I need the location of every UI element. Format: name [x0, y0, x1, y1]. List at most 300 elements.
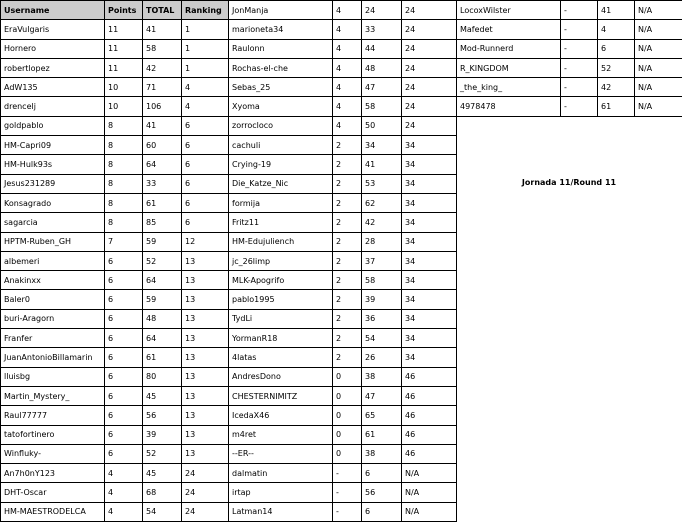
points-cell: 2 [333, 174, 362, 193]
points-cell: - [561, 1, 598, 20]
points-cell: 6 [105, 425, 143, 444]
total-cell: 48 [143, 309, 182, 328]
username-cell: Winfluky- [1, 444, 105, 463]
total-cell: 39 [362, 290, 402, 309]
points-cell: 6 [105, 290, 143, 309]
ranking-cell: 1 [182, 39, 229, 58]
username-cell: zorrocloco [229, 116, 333, 135]
total-cell: 53 [362, 174, 402, 193]
total-cell: 4 [598, 20, 635, 39]
username-cell: sagarcia [1, 213, 105, 232]
points-cell: 8 [105, 193, 143, 212]
ranking-cell: N/A [402, 502, 457, 521]
points-cell: - [561, 58, 598, 77]
total-cell: 65 [362, 406, 402, 425]
total-cell: 61 [143, 193, 182, 212]
header-ranking: Ranking [182, 1, 229, 20]
username-cell: Anakinxx [1, 271, 105, 290]
table-row [229, 155, 457, 174]
table-row [1, 406, 229, 425]
username-cell: dalmatin [229, 464, 333, 483]
ranking-cell: 13 [182, 309, 229, 328]
total-cell: 52 [143, 251, 182, 270]
total-cell: 58 [362, 271, 402, 290]
ranking-cell: 6 [182, 213, 229, 232]
table-row [229, 39, 457, 58]
total-cell: 54 [143, 502, 182, 521]
points-cell: 6 [105, 386, 143, 405]
ranking-cell: 34 [402, 232, 457, 251]
points-cell: 8 [105, 213, 143, 232]
table-row [1, 116, 229, 135]
table-row [1, 348, 229, 367]
username-cell: Baler0 [1, 290, 105, 309]
header-total: TOTAL [143, 1, 182, 20]
username-cell: formija [229, 193, 333, 212]
points-cell: 8 [105, 155, 143, 174]
table-row [229, 97, 457, 116]
ranking-cell: 34 [402, 174, 457, 193]
table-row [1, 290, 229, 309]
username-cell: TydLi [229, 309, 333, 328]
username-cell: _the_king_ [457, 78, 561, 97]
ranking-cell: 46 [402, 386, 457, 405]
points-cell: 6 [105, 444, 143, 463]
points-cell: 2 [333, 232, 362, 251]
ranking-cell: 13 [182, 386, 229, 405]
username-cell: JuanAntonioBillamarin [1, 348, 105, 367]
username-cell: CHESTERNIMITZ [229, 386, 333, 405]
ranking-cell: 46 [402, 367, 457, 386]
total-cell: 61 [362, 425, 402, 444]
table-row [1, 444, 229, 463]
ranking-cell: 4 [182, 97, 229, 116]
total-cell: 34 [362, 136, 402, 155]
ranking-cell: 1 [182, 20, 229, 39]
points-cell: 6 [105, 406, 143, 425]
table-row [229, 425, 457, 444]
ranking-cell: N/A [635, 39, 682, 58]
username-cell: R_KINGDOM [457, 58, 561, 77]
total-cell: 6 [362, 502, 402, 521]
header-row [1, 1, 229, 20]
ranking-cell: 24 [182, 464, 229, 483]
ranking-cell: 46 [402, 444, 457, 463]
ranking-cell: 13 [182, 329, 229, 348]
username-cell: JonManja [229, 1, 333, 20]
ranking-cell: 34 [402, 136, 457, 155]
ranking-cell: 6 [182, 136, 229, 155]
points-cell: 2 [333, 155, 362, 174]
total-cell: 37 [362, 251, 402, 270]
table-row [229, 78, 457, 97]
points-cell: 6 [105, 348, 143, 367]
ranking-cell: 34 [402, 309, 457, 328]
ranking-cell: 6 [182, 174, 229, 193]
points-cell: 2 [333, 329, 362, 348]
ranking-cell: 13 [182, 406, 229, 425]
total-cell: 33 [362, 20, 402, 39]
username-cell: goldpablo [1, 116, 105, 135]
points-cell: 2 [333, 290, 362, 309]
username-cell: AdW135 [1, 78, 105, 97]
ranking-cell: 34 [402, 155, 457, 174]
total-cell: 59 [143, 290, 182, 309]
table-row [229, 193, 457, 212]
username-cell: Mod-Runnerd [457, 39, 561, 58]
points-cell: 4 [333, 39, 362, 58]
ranking-cell: N/A [635, 20, 682, 39]
table-row [457, 58, 682, 77]
username-cell: albemeri [1, 251, 105, 270]
total-cell: 58 [143, 39, 182, 58]
total-cell: 41 [143, 116, 182, 135]
total-cell: 41 [362, 155, 402, 174]
points-cell: 10 [105, 97, 143, 116]
total-cell: 85 [143, 213, 182, 232]
ranking-cell: 46 [402, 406, 457, 425]
table-row [229, 483, 457, 502]
points-cell: - [561, 20, 598, 39]
total-cell: 42 [362, 213, 402, 232]
table-row [457, 78, 682, 97]
ranking-cell: 6 [182, 116, 229, 135]
table-row [1, 425, 229, 444]
table-row [229, 232, 457, 251]
total-cell: 64 [143, 155, 182, 174]
table-row [229, 309, 457, 328]
total-cell: 6 [598, 39, 635, 58]
table-row [229, 444, 457, 463]
username-cell: jc_26limp [229, 251, 333, 270]
ranking-cell: 12 [182, 232, 229, 251]
total-cell: 62 [362, 193, 402, 212]
points-cell: 7 [105, 232, 143, 251]
username-cell: LocoxWilster [457, 1, 561, 20]
username-cell: Mafedet [457, 20, 561, 39]
total-cell: 58 [362, 97, 402, 116]
ranking-cell: 24 [402, 39, 457, 58]
ranking-cell: 24 [402, 97, 457, 116]
points-cell: 2 [333, 309, 362, 328]
standings-table-column-3 [456, 0, 682, 117]
table-row [229, 271, 457, 290]
username-cell: HM-Capri09 [1, 136, 105, 155]
username-cell: Konsagrado [1, 193, 105, 212]
ranking-cell: 1 [182, 58, 229, 77]
table-row [1, 251, 229, 270]
points-cell: 6 [105, 367, 143, 386]
username-cell: DHT-Oscar [1, 483, 105, 502]
username-cell: drencelj [1, 97, 105, 116]
table-row [1, 464, 229, 483]
points-cell: 4 [333, 78, 362, 97]
total-cell: 44 [362, 39, 402, 58]
table-row [1, 155, 229, 174]
points-cell: 8 [105, 174, 143, 193]
table-row [229, 251, 457, 270]
ranking-cell: N/A [402, 483, 457, 502]
total-cell: 33 [143, 174, 182, 193]
total-cell: 52 [143, 444, 182, 463]
total-cell: 41 [143, 20, 182, 39]
total-cell: 80 [143, 367, 182, 386]
username-cell: AndresDono [229, 367, 333, 386]
ranking-cell: N/A [402, 464, 457, 483]
points-cell: 6 [105, 329, 143, 348]
username-cell: pablo1995 [229, 290, 333, 309]
username-cell: lluisbg [1, 367, 105, 386]
table-row [457, 39, 682, 58]
username-cell: tatofortinero [1, 425, 105, 444]
standings-table-column-2 [228, 0, 457, 522]
table-row [229, 20, 457, 39]
points-cell: 6 [105, 271, 143, 290]
ranking-cell: 24 [402, 58, 457, 77]
total-cell: 47 [362, 78, 402, 97]
table-row [1, 58, 229, 77]
ranking-cell: 13 [182, 290, 229, 309]
username-cell: HPTM-Ruben_GH [1, 232, 105, 251]
username-cell: Crying-19 [229, 155, 333, 174]
ranking-cell: 13 [182, 271, 229, 290]
username-cell: Die_Katze_Nic [229, 174, 333, 193]
total-cell: 54 [362, 329, 402, 348]
table-row [1, 136, 229, 155]
table-row [1, 309, 229, 328]
username-cell: Fritz11 [229, 213, 333, 232]
points-cell: 10 [105, 78, 143, 97]
ranking-cell: 34 [402, 193, 457, 212]
username-cell: MLK-Apogrifo [229, 271, 333, 290]
total-cell: 56 [362, 483, 402, 502]
ranking-cell: 24 [402, 78, 457, 97]
ranking-cell: 24 [402, 116, 457, 135]
table-row [229, 116, 457, 135]
table-row [229, 367, 457, 386]
points-cell: 2 [333, 213, 362, 232]
ranking-cell: 13 [182, 444, 229, 463]
table-row [1, 483, 229, 502]
table-row [1, 271, 229, 290]
points-cell: 4 [333, 58, 362, 77]
points-cell: 6 [105, 309, 143, 328]
total-cell: 52 [598, 58, 635, 77]
ranking-cell: 34 [402, 348, 457, 367]
points-cell: 0 [333, 386, 362, 405]
table-row [1, 502, 229, 521]
table-row [1, 174, 229, 193]
table-row [1, 78, 229, 97]
points-cell: 2 [333, 271, 362, 290]
total-cell: 36 [362, 309, 402, 328]
username-cell: Latman14 [229, 502, 333, 521]
points-cell: 11 [105, 58, 143, 77]
total-cell: 24 [362, 1, 402, 20]
total-cell: 41 [598, 1, 635, 20]
username-cell: Jesus231289 [1, 174, 105, 193]
points-cell: 2 [333, 193, 362, 212]
username-cell: cachuli [229, 136, 333, 155]
points-cell: 8 [105, 136, 143, 155]
username-cell: m4ret [229, 425, 333, 444]
points-cell: 8 [105, 116, 143, 135]
table-row [229, 58, 457, 77]
table-row [229, 174, 457, 193]
username-cell: Franfer [1, 329, 105, 348]
points-cell: - [333, 464, 362, 483]
ranking-cell: 24 [182, 483, 229, 502]
username-cell: Xyoma [229, 97, 333, 116]
points-cell: 2 [333, 136, 362, 155]
total-cell: 28 [362, 232, 402, 251]
table-row [229, 502, 457, 521]
username-cell: IcedaX46 [229, 406, 333, 425]
ranking-cell: 34 [402, 290, 457, 309]
username-cell: EraVulgaris [1, 20, 105, 39]
ranking-cell: 6 [182, 193, 229, 212]
table-row [229, 329, 457, 348]
ranking-cell: 4 [182, 78, 229, 97]
ranking-cell: 34 [402, 329, 457, 348]
username-cell: marioneta34 [229, 20, 333, 39]
table-row [457, 1, 682, 20]
total-cell: 64 [143, 271, 182, 290]
total-cell: 71 [143, 78, 182, 97]
table-row [229, 213, 457, 232]
username-cell: 4978478 [457, 97, 561, 116]
total-cell: 68 [143, 483, 182, 502]
table-row [1, 193, 229, 212]
username-cell: Hornero [1, 39, 105, 58]
ranking-cell: N/A [635, 97, 682, 116]
ranking-cell: 6 [182, 155, 229, 174]
table-row [1, 367, 229, 386]
ranking-cell: N/A [635, 78, 682, 97]
points-cell: 6 [105, 251, 143, 270]
ranking-cell: 46 [402, 425, 457, 444]
total-cell: 48 [362, 58, 402, 77]
ranking-cell: 34 [402, 251, 457, 270]
header-points: Points [105, 1, 143, 20]
username-cell: Sebas_25 [229, 78, 333, 97]
ranking-cell: N/A [635, 58, 682, 77]
total-cell: 45 [143, 464, 182, 483]
points-cell: 4 [333, 20, 362, 39]
total-cell: 106 [143, 97, 182, 116]
table-row [229, 406, 457, 425]
points-cell: - [333, 483, 362, 502]
ranking-cell: 13 [182, 251, 229, 270]
table-row [1, 39, 229, 58]
points-cell: - [561, 97, 598, 116]
username-cell: --ER-- [229, 444, 333, 463]
ranking-cell: 13 [182, 348, 229, 367]
table-row [1, 386, 229, 405]
total-cell: 38 [362, 367, 402, 386]
ranking-cell: 34 [402, 271, 457, 290]
standings-table-column-1 [0, 0, 229, 522]
username-cell: HM-MAESTRODELCA [1, 502, 105, 521]
points-cell: 4 [105, 464, 143, 483]
total-cell: 60 [143, 136, 182, 155]
table-row [1, 97, 229, 116]
ranking-cell: N/A [635, 1, 682, 20]
username-cell: An7h0nY123 [1, 464, 105, 483]
total-cell: 61 [143, 348, 182, 367]
total-cell: 59 [143, 232, 182, 251]
points-cell: 4 [105, 483, 143, 502]
total-cell: 61 [598, 97, 635, 116]
points-cell: 0 [333, 444, 362, 463]
points-cell: 4 [333, 97, 362, 116]
total-cell: 56 [143, 406, 182, 425]
table-row [457, 97, 682, 116]
username-cell: Raulonn [229, 39, 333, 58]
table-row [229, 1, 457, 20]
table-row [229, 290, 457, 309]
username-cell: 4latas [229, 348, 333, 367]
points-cell: 2 [333, 348, 362, 367]
total-cell: 45 [143, 386, 182, 405]
table-row [1, 329, 229, 348]
total-cell: 50 [362, 116, 402, 135]
table-row [229, 386, 457, 405]
points-cell: 0 [333, 425, 362, 444]
username-cell: HM-Hulk93s [1, 155, 105, 174]
points-cell: - [333, 502, 362, 521]
ranking-cell: 13 [182, 367, 229, 386]
points-cell: 4 [333, 1, 362, 20]
table-row [1, 213, 229, 232]
ranking-cell: 24 [182, 502, 229, 521]
table-row [1, 232, 229, 251]
total-cell: 38 [362, 444, 402, 463]
total-cell: 39 [143, 425, 182, 444]
username-cell: Raul77777 [1, 406, 105, 425]
ranking-cell: 34 [402, 213, 457, 232]
ranking-cell: 24 [402, 20, 457, 39]
points-cell: 4 [333, 116, 362, 135]
points-cell: - [561, 78, 598, 97]
table-row [1, 20, 229, 39]
table-row [229, 348, 457, 367]
round-label: Jornada 11/Round 11 [521, 178, 617, 187]
table-row [457, 20, 682, 39]
username-cell: YormanR18 [229, 329, 333, 348]
header-username: Username [1, 1, 105, 20]
points-cell: 0 [333, 367, 362, 386]
points-cell: - [561, 39, 598, 58]
points-cell: 11 [105, 39, 143, 58]
table-row [229, 464, 457, 483]
ranking-cell: 13 [182, 425, 229, 444]
username-cell: buri-Aragorn [1, 309, 105, 328]
username-cell: Martin_Mystery_ [1, 386, 105, 405]
total-cell: 64 [143, 329, 182, 348]
points-cell: 2 [333, 251, 362, 270]
points-cell: 4 [105, 502, 143, 521]
username-cell: irtap [229, 483, 333, 502]
total-cell: 47 [362, 386, 402, 405]
username-cell: Rochas-el-che [229, 58, 333, 77]
total-cell: 26 [362, 348, 402, 367]
total-cell: 6 [362, 464, 402, 483]
table-row [229, 136, 457, 155]
username-cell: robertlopez [1, 58, 105, 77]
ranking-cell: 24 [402, 1, 457, 20]
username-cell: HM-Edujulienc​h [229, 232, 333, 251]
